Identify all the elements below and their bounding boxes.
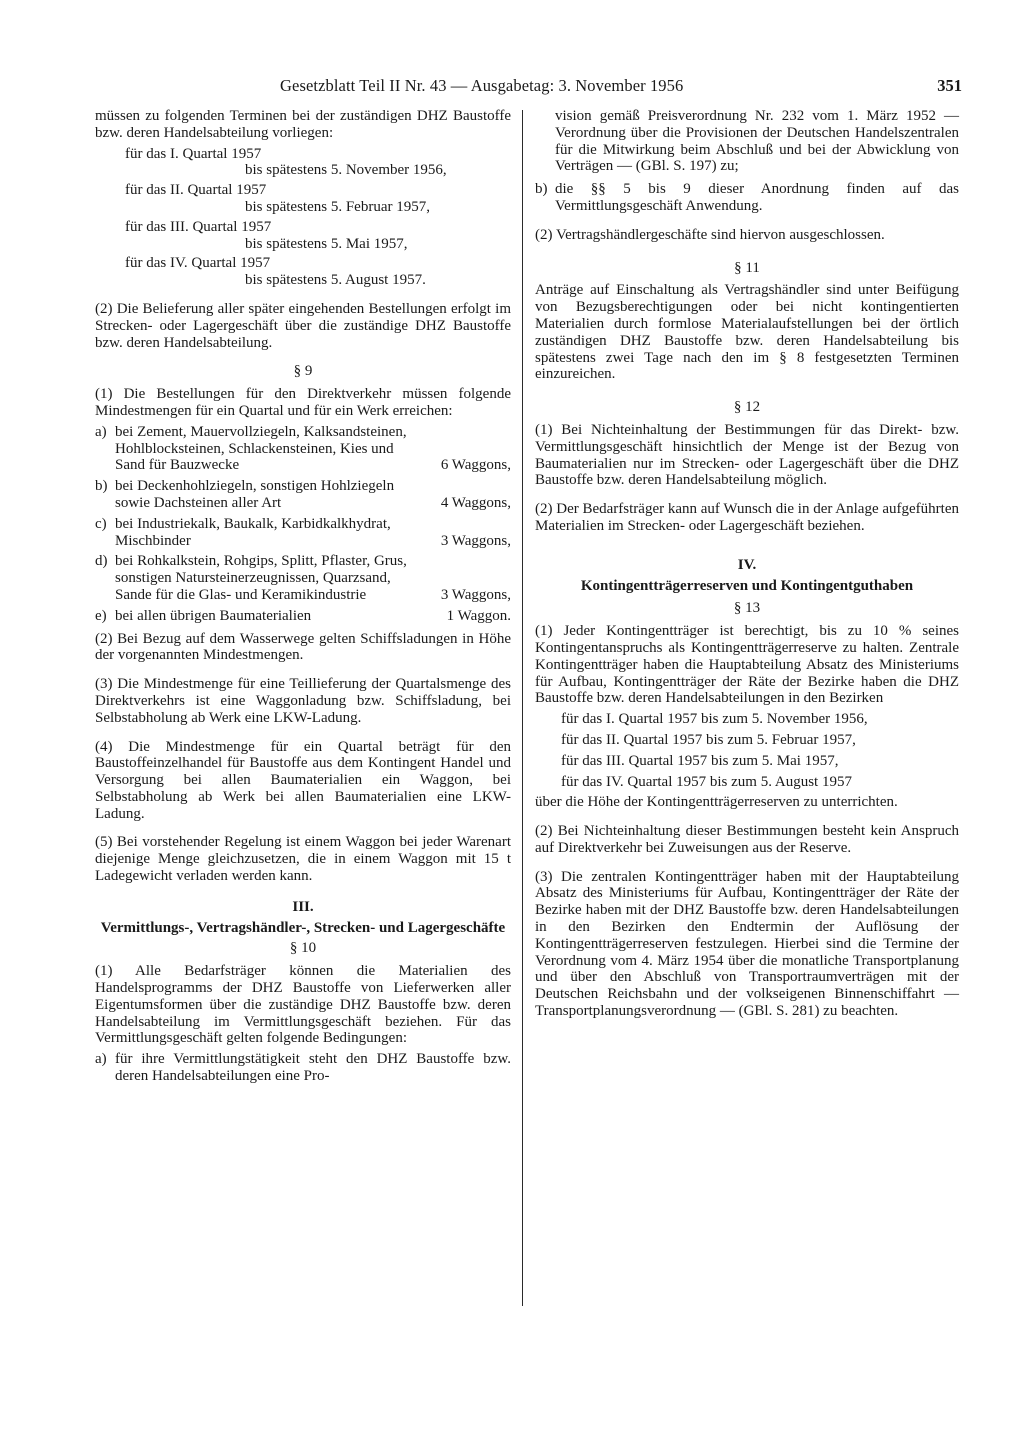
quarter-deadline: bis spätestens 5. August 1957. — [245, 272, 426, 289]
list-item — [95, 553, 511, 603]
quarter-label: für das II. Quartal 1957 — [125, 182, 267, 199]
s10-paragraph-1: (1) Alle Bedarfsträger können die Materialien des Handelsprogramms der DHZ Baustoffe von Lieferwerken aller Eigentumsformen über die zuständige DHZ Baustoffe bzw. deren Handelsabteilung im Vermittlungsgeschäft beziehen. Für das Vermittlungsgeschäft gelten folgende Bedingungen: — [95, 963, 511, 1047]
item-text: für ihre Vermittlungstätigkeit steht den DHZ Baustoffe bzw. deren Handelsabteilungen eine Pro- — [115, 1051, 511, 1085]
term-line: für das II. Quartal 1957 bis zum 5. Februar 1957, — [561, 731, 856, 748]
list-item — [95, 424, 511, 474]
section-heading-9: § 9 — [293, 363, 313, 380]
right-column — [535, 108, 959, 1020]
section-heading-10: § 10 — [289, 940, 317, 957]
quarter-deadline: bis spätestens 5. Februar 1957, — [245, 198, 430, 215]
s10-item-a — [95, 1051, 511, 1085]
s9-paragraph-2: (2) Bei Bezug auf dem Wasserwege gelten Schiffsladungen in Höhe der vorgenannten Mindestmengen. — [95, 630, 511, 664]
minimum-quantities-list — [95, 424, 511, 625]
item-label: d) — [95, 553, 108, 570]
quarter-label: für das III. Quartal 1957 — [125, 218, 272, 235]
s9-paragraph-5: (5) Bei vorstehender Regelung ist einem Waggon bei jeder Warenart diejenige Menge gleichzusetzen, die in einem Waggon mit 15 t Ladegewicht verladen werden kann. — [95, 834, 511, 885]
page-header — [280, 74, 962, 98]
item-label: b) — [95, 478, 108, 495]
quarter-label: für das I. Quartal 1957 — [125, 145, 262, 162]
item-label: a) — [95, 423, 107, 440]
s10-item-b — [535, 181, 959, 215]
section-heading-12: § 12 — [733, 399, 761, 416]
part-title-3: Vermittlungs-, Vertragshändler-, Strecken- und Lagergeschäfte — [100, 919, 506, 936]
list-item — [95, 516, 511, 550]
part-title-4: Kontingentträgerreserven und Kontingentguthaben — [580, 577, 914, 594]
section-heading-13: § 13 — [733, 600, 761, 617]
s13-paragraph-1: (1) Jeder Kontingentträger ist berechtigt, bis zu 10 % seines Kontingentanspruchs als Kontingentträgerreserve zu halten. Zentrale Kontingentträger haben die Hauptabteilung Absatz des Ministeriums für Aufbau, Kontingentträger der Räte der Bezirke haben die DHZ Baustoffe bzw. deren Handelsabteilungen in den Bezirken — [535, 623, 959, 707]
term-line: für das I. Quartal 1957 bis zum 5. November 1956, — [561, 711, 868, 728]
item-text: die §§ 5 bis 9 dieser Anordnung finden auf das Vermittlungsgeschäft Anwendung. — [555, 181, 959, 214]
s9-paragraph-1: (1) Die Bestellungen für den Direktverkehr müssen folgende Mindestmengen für ein Quartal und für ein Werk erreichen: — [95, 386, 511, 419]
item-label: b) — [535, 181, 548, 198]
term-line: für das III. Quartal 1957 bis zum 5. Mai 1957, — [561, 752, 839, 769]
header-title: Gesetzblatt Teil II Nr. 43 — Ausgabetag: 3. November 1956 — [280, 76, 684, 95]
intro-paragraph: müssen zu folgenden Terminen bei der zuständigen DHZ Baustoffe bzw. deren Handelsabteilung vorliegen: — [95, 108, 511, 141]
item-text: bei Rohkalkstein, Rohgips, Splitt, Pflaster, Grus, sonstigen Natursteinerzeugnissen, Quarzsand, Sande für die Glas- und Keramikindustrie — [115, 553, 407, 603]
quarter-deadline: bis spätestens 5. Mai 1957, — [245, 235, 408, 252]
s13-paragraph-1-end: über die Höhe der Kontingentträgerreserven zu unterrichten. — [535, 794, 898, 811]
page-number: 351 — [937, 76, 962, 95]
item-text: bei allen übrigen Baumaterialien — [115, 607, 312, 624]
item-text: bei Zement, Mauervollziegeln, Kalksandsteinen, Hohlblocksteinen, Schlackensteinen, Kies und Sand für Bauzwecke — [115, 423, 407, 474]
item-value: 1 Waggon. — [446, 607, 511, 624]
s10-paragraph-2: (2) Vertragshändlergeschäfte sind hiervon ausgeschlossen. — [535, 226, 885, 243]
term-line: für das IV. Quartal 1957 bis zum 5. August 1957 — [561, 773, 852, 790]
quarter-deadlines — [95, 146, 511, 289]
item-label: a) — [95, 1051, 107, 1068]
quarter-deadline: bis spätestens 5. November 1956, — [245, 162, 447, 179]
list-item — [95, 608, 511, 625]
s11-paragraph-1: Anträge auf Einschaltung als Vertragshändler sind unter Beifügung von Bezugsberechtigungen oder bei nicht kontingentierten Materialien durch formlose Materialaufstellungen bei der örtlich zuständigen DHZ Baustoffe bzw. deren Handelsabteilung bis spätestens zwei Tage nach den im § 8 festgesetzten Terminen einzureichen. — [535, 282, 959, 383]
item-value: 6 Waggons, — [440, 457, 511, 474]
s13-paragraph-3: (3) Die zentralen Kontingentträger haben mit der Hauptabteilung Absatz des Ministeriums für Aufbau, Kontingentträger der Räte der Bezirke haben mit der DHZ Baustoffe bzw. deren Handelsabteilungen in den Bezirken den Endtermin der Auflösung der Kontingentträgerreserven festzulegen. Hierbei sind die Termine der Verordnung vom 4. März 1954 über die monatliche Transportplanung und über den Abschluß von Transportraumverträgen mit der Deutschen Reichsbahn und der volkseigenen Binnenschiffahrt — Transportplanungsverordnung — (GBl. S. 281) zu beachten. — [535, 868, 959, 1020]
quarter-label: für das IV. Quartal 1957 — [125, 255, 271, 272]
reserve-terms — [535, 711, 959, 790]
item-label: e) — [95, 607, 107, 624]
part-numeral-3: III. — [292, 898, 314, 915]
s12-paragraph-2: (2) Der Bedarfsträger kann auf Wunsch die in der Anlage aufgeführten Materialien im Strecken- oder Lagergeschäft beziehen. — [535, 501, 959, 534]
paragraph-2: (2) Die Belieferung aller später eingehenden Bestellungen erfolgt im Strecken- oder Lagergeschäft über die zuständige DHZ Baustoffe bzw. deren Handelsabteilung. — [95, 300, 511, 351]
list-item — [95, 478, 511, 512]
item-text: bei Deckenhohlziegeln, sonstigen Hohlziegeln sowie Dachsteinen aller Art — [115, 478, 395, 511]
item-text: bei Industriekalk, Baukalk, Karbidkalkhydrat, Mischbinder — [115, 515, 391, 549]
s9-paragraph-3: (3) Die Mindestmenge für eine Teillieferung der Quartalsmenge des Direktverkehrs ist eine Waggonladung bzw. Schiffsladung, bei Selbstabholung ab Werk eine LKW-Ladung. — [95, 676, 511, 726]
part-numeral-4: IV. — [737, 556, 757, 573]
item-label: c) — [95, 515, 107, 532]
s10-item-a-continued: vision gemäß Preisverordnung Nr. 232 vom 1. März 1952 — Verordnung über die Provisionen der Deutschen Handelszentralen für die Mitwirkung beim Abschluß und bei der Abwicklung von Verträgen — (GBl. S. 197) zu; — [555, 108, 959, 175]
column-divider — [522, 110, 523, 1306]
section-heading-11: § 11 — [734, 259, 760, 276]
left-column — [95, 108, 511, 1085]
s12-paragraph-1: (1) Bei Nichteinhaltung der Bestimmungen für das Direkt- bzw. Vermittlungsgeschäft hinsichtlich der Menge ist der Bezug von Baumaterialien nur im Strecken- oder Lagergeschäft über die DHZ Baustoffe bzw. deren Handelsabteilung möglich. — [535, 421, 959, 489]
s9-paragraph-4: (4) Die Mindestmenge für ein Quartal beträgt für den Baustoffeinzelhandel für Baustoffe aus dem Kontingent Handel und Versorgung bei allen Baumaterialien ein Waggon, bei Selbstabholung ab Werk bei allen Baumaterialien eine LKW-Ladung. — [95, 738, 511, 822]
item-value: 4 Waggons, — [440, 494, 511, 511]
item-value: 3 Waggons, — [440, 586, 511, 603]
s13-paragraph-2: (2) Bei Nichteinhaltung dieser Bestimmungen besteht kein Anspruch auf Direktverkehr bei Zuweisungen aus der Reserve. — [535, 823, 959, 856]
item-value: 3 Waggons, — [440, 532, 511, 549]
